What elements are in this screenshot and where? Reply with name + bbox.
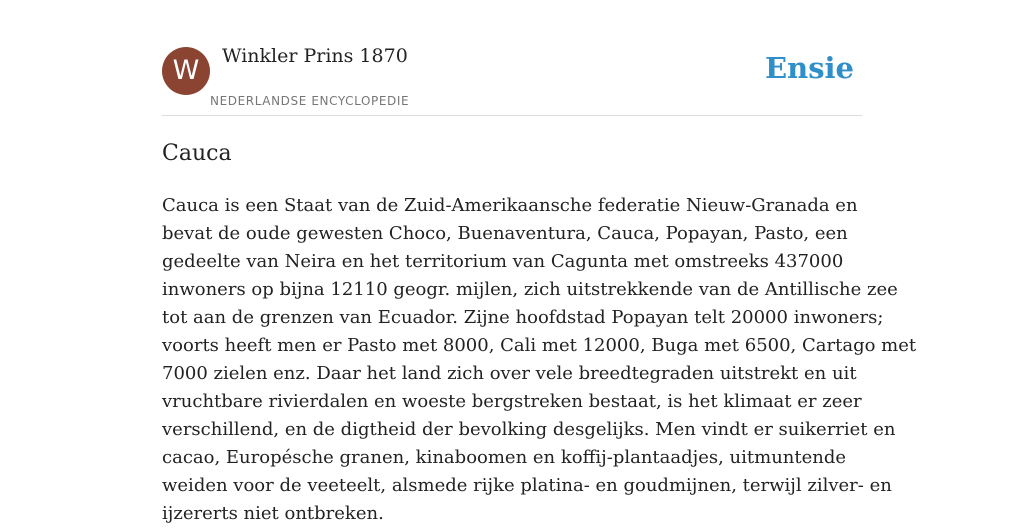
body-line: bevat de oude gewesten Choco, Buenaventura, Cauca, Popayan, Pasto, een [162,223,848,244]
brand-logo[interactable]: Ensie [765,51,854,85]
body-line: weiden voor de veeteelt, alsmede rijke platina- en goudmijnen, terwijl zilver- en [162,475,892,496]
body-line: voorts heeft men er Pasto met 8000, Cali met 12000, Buga met 6500, Cartago met [162,335,917,356]
source-subtitle: NEDERLANDSE ENCYCLOPEDIE [210,94,410,108]
body-line: inwoners op bijna 12110 geogr. mijlen, zich uitstrekkende van de Antillische zee [162,279,898,300]
body-line: 7000 zielen enz. Daar het land zich over vele breedtegraden uitstrekt en uit [162,363,857,384]
header-divider [162,115,862,116]
body-line: gedeelte van Neira en het territorium van Cagunta met omstreeks 437000 [162,251,844,272]
body-line: ijzererts niet ontbreken. [162,503,384,524]
entry-title: Cauca [162,141,232,166]
source-avatar[interactable]: W [162,47,210,95]
body-line: verschillend, en de digtheid der bevolking desgelijks. Men vindt er suikerriet en [162,419,896,440]
body-line: Cauca is een Staat van de Zuid-Amerikaansche federatie Nieuw-Granada en [162,195,858,216]
source-title[interactable]: Winkler Prins 1870 [222,45,408,67]
entry-body [162,192,917,528]
body-line: vruchtbare rivierdalen en woeste bergstreken bestaat, is het klimaat er zeer [162,391,862,412]
body-line: tot aan de grenzen van Ecuador. Zijne hoofdstad Popayan telt 20000 inwoners; [162,307,884,328]
body-line: cacao, Europésche granen, kinaboomen en koffij-plantaadjes, uitmuntende [162,447,847,468]
